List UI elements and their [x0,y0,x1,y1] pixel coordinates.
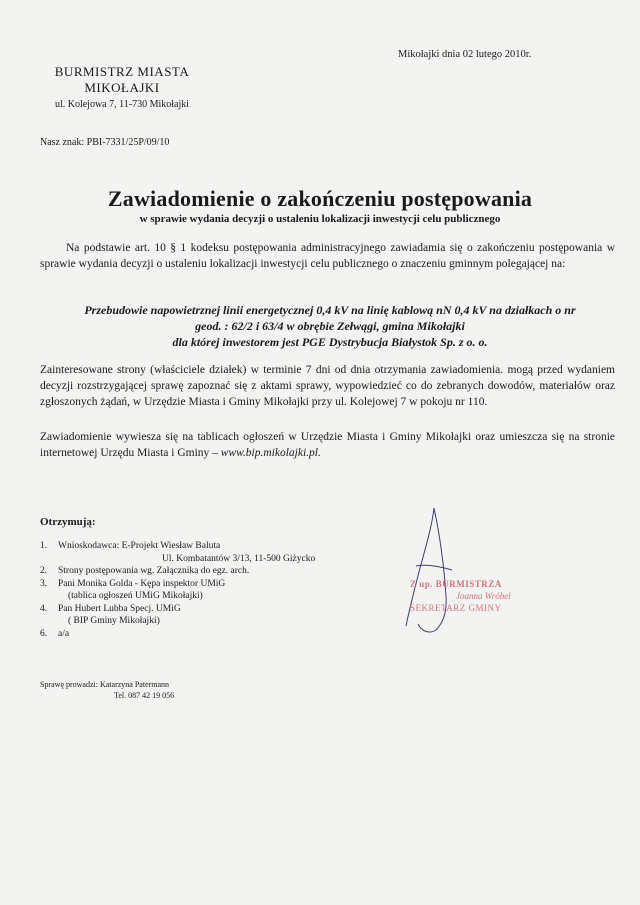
recipients-heading: Otrzymują: [40,516,96,528]
project-description [40,302,620,350]
list-item [40,565,315,578]
item-number: 4. [40,603,48,614]
prepared-by-phone: Tel. 087 42 19 056 [114,691,175,700]
stamp-line-3: SEKRETARZ GMINY [410,603,502,613]
prepared-by [40,679,174,701]
list-item [40,603,315,616]
list-item-sub: ( BIP Gminy Mikołajki) [68,616,160,626]
document-subtitle: w sprawie wydania decyzji o ustaleniu lokalizacji inwestycji celu publicznego [139,213,501,225]
list-item-sub: (tablica ogłoszeń UMiG Mikołajki) [68,591,203,601]
item-text: Wnioskodawca: E-Projekt Wiesław Baluta [58,541,221,551]
prepared-by-name: Sprawę prowadzi: Katarzyna Patermann [40,680,170,689]
list-item-sub: Ul. Kombatantów 3/13, 11-500 Giżycko [162,553,316,564]
notice-text: Zawiadomienie wywiesza się na tablicach ogłoszeń w Urzędzie Miasta i Gminy Mikołajki oraz umieszcza się na stronie internetowej Urzędu Miasta i Gminy – [40,431,615,459]
parties-paragraph: Zainteresowane strony (właściciele działek) w terminie 7 dni od dnia otrzymania zawiadomienia. mogą przed wydaniem decyzji rozstrzygającej sprawę zapoznać się z aktami sprawy, wypowiedzieć co do zebranych dowodów, materiałów oraz zgłoszonych żądań, w Urzędzie Miasta i Gminy Mikołajki przy ul. Kolejowej 7 w pokoju nr 110. [40,364,615,408]
list-item [40,540,315,553]
notice-paragraph [40,429,615,461]
document-date: Mikołajki dnia 02 lutego 2010r. [398,49,532,60]
document-title: Zawiadomienie o zakończeniu postępowania [107,186,533,211]
item-number: 6. [40,628,48,639]
office-name-line2: MIKOŁAJKI [84,80,160,95]
project-line-3: dla której inwestorem jest PGE Dystrybucja Białystok Sp. z o. o. [172,335,488,349]
item-text: a/a [58,628,70,639]
project-line-2: geod. : 62/2 i 63/4 w obrębie Zełwągi, gmina Mikołajki [195,319,465,333]
official-stamp [410,578,590,614]
reference-number: Nasz znak: PBI-7331/25P/09/10 [40,137,170,148]
item-number: 2. [40,566,48,576]
handwritten-signature [396,506,466,636]
item-number: 1. [40,541,48,551]
list-item [40,628,315,641]
item-text: Pan Hubert Lubba Specj. UMiG [58,603,181,614]
stamp-line-1: Z up. BURMISTRZA [410,579,502,589]
office-name-line1: BURMISTRZ MIASTA [54,64,190,79]
intro-paragraph: Na podstawie art. 10 § 1 kodeksu postępowania administracyjnego zawiadamia się o zakończeniu postępowania w sprawie wydania decyzji o ustaleniu lokalizacji inwestycji celu publicznego o znaczeniu gminnym polegającej na: [40,242,615,270]
bip-website-link[interactable]: www.bip.mikolajki.pl. [220,447,321,459]
item-text: Pani Monika Golda - Kępa inspektor UMiG [58,578,226,589]
office-address: ul. Kolejowa 7, 11-730 Mikołajki [54,99,190,110]
stamp-line-2: Joanna Wróbel [456,591,511,601]
issuing-office [38,64,206,110]
list-item [40,578,315,591]
item-text: Strony postępowania wg. Załącznika do egz. arch. [58,566,250,576]
recipients-list [40,540,315,640]
item-number: 3. [40,578,48,589]
project-line-1: Przebudowie napowietrznej linii energetycznej 0,4 kV na linię kablową nN 0,4 kV na działkach o nr [84,303,576,317]
